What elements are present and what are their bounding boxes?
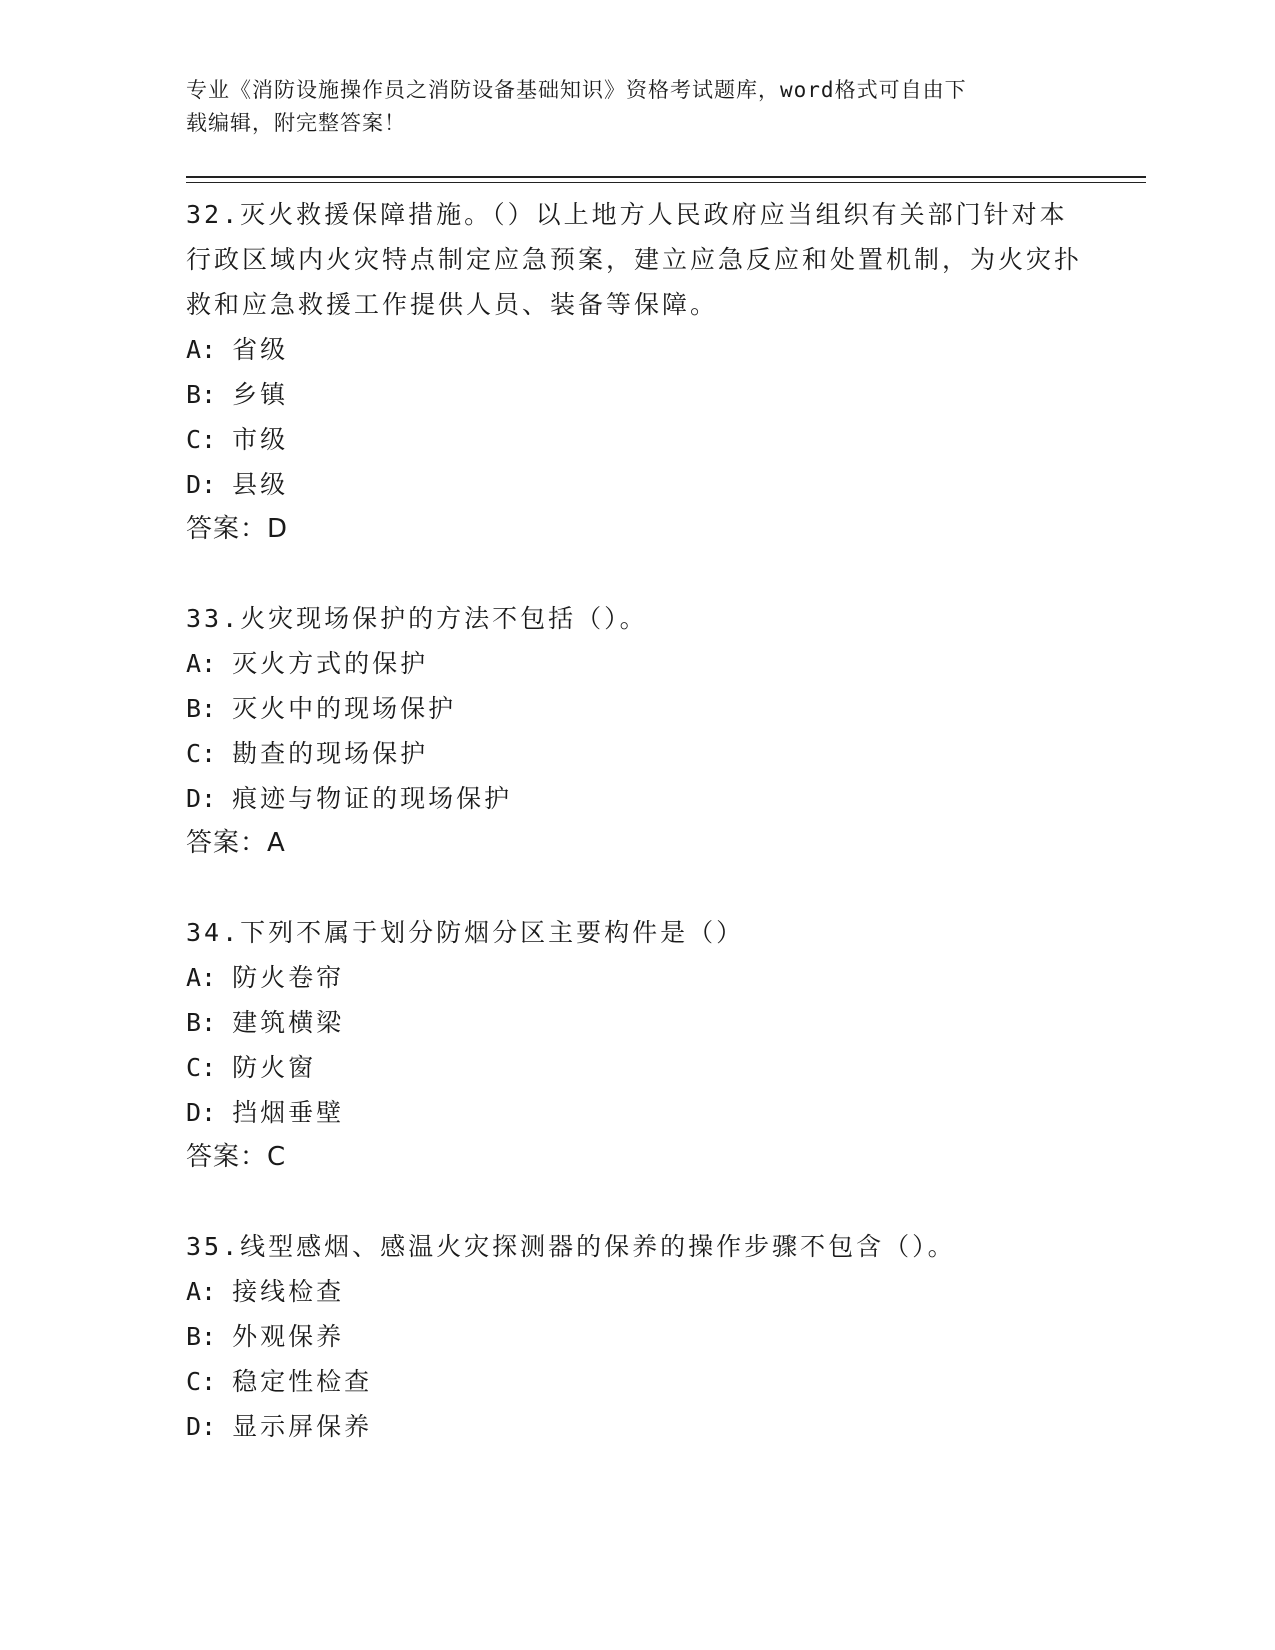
option-b (186, 372, 1086, 417)
option-text: 防火卷帘 (232, 963, 345, 992)
option-text: 接线检查 (232, 1277, 345, 1306)
option-key: C: (186, 1367, 217, 1396)
option-key: C: (186, 1053, 217, 1082)
option-text: 灭火中的现场保护 (232, 694, 457, 723)
header-line-1: 专业《消防设施操作员之消防设备基础知识》资格考试题库，word格式可自由下 (186, 78, 967, 102)
answer-line: 答案：A (186, 828, 286, 858)
option-a (186, 955, 1086, 1000)
option-text: 显示屏保养 (232, 1412, 373, 1441)
option-d (186, 1404, 1086, 1449)
option-b (186, 1314, 1086, 1359)
option-d (186, 776, 1086, 821)
option-a (186, 1269, 1086, 1314)
option-text: 灭火方式的保护 (232, 649, 429, 678)
option-key: C: (186, 425, 217, 454)
option-text: 建筑横梁 (232, 1008, 345, 1037)
option-key: D: (186, 470, 217, 499)
option-key: D: (186, 1412, 217, 1441)
option-key: A: (186, 1277, 217, 1306)
question-35 (186, 1224, 1086, 1449)
option-c (186, 731, 1086, 776)
document-header (186, 74, 1066, 140)
option-a (186, 641, 1086, 686)
option-c (186, 417, 1086, 462)
option-c (186, 1359, 1086, 1404)
option-key: B: (186, 1008, 217, 1037)
option-text: 外观保养 (232, 1322, 345, 1351)
option-text: 稳定性检查 (232, 1367, 373, 1396)
option-key: C: (186, 739, 217, 768)
header-divider-thick (186, 176, 1146, 178)
question-34 (186, 910, 1086, 1180)
option-text: 乡镇 (232, 380, 289, 409)
question-text: 34.下列不属于划分防烟分区主要构件是（） (186, 918, 745, 947)
option-text: 县级 (232, 470, 289, 499)
option-c (186, 1045, 1086, 1090)
question-text: 33.火灾现场保护的方法不包括（）。 (186, 604, 648, 633)
option-text: 勘查的现场保护 (232, 739, 429, 768)
header-divider-thin (186, 182, 1146, 183)
option-text: 市级 (232, 425, 289, 454)
option-key: D: (186, 1098, 217, 1127)
question-32 (186, 192, 1086, 552)
option-key: B: (186, 694, 217, 723)
header-line-2: 载编辑，附完整答案！ (186, 111, 406, 135)
option-text: 痕迹与物证的现场保护 (232, 784, 513, 813)
option-text: 挡烟垂壁 (232, 1098, 345, 1127)
option-key: D: (186, 784, 217, 813)
question-text: 32.灭火救援保障措施。（）以上地方人民政府应当组织有关部门针对本行政区域内火灾特点制定应急预案，建立应急反应和处置机制，为火灾扑救和应急救援工作提供人员、装备等保障。 (186, 200, 1083, 319)
option-key: B: (186, 1322, 217, 1351)
option-text: 省级 (232, 335, 289, 364)
option-key: A: (186, 649, 217, 678)
option-text: 防火窗 (232, 1053, 317, 1082)
option-key: B: (186, 380, 217, 409)
option-b (186, 1000, 1086, 1045)
option-b (186, 686, 1086, 731)
option-key: A: (186, 335, 217, 364)
option-d (186, 1090, 1086, 1135)
answer-line: 答案：D (186, 514, 289, 544)
question-list (186, 192, 1086, 1493)
option-a (186, 327, 1086, 372)
option-key: A: (186, 963, 217, 992)
answer-line: 答案：C (186, 1142, 287, 1172)
question-text: 35.线型感烟、感温火灾探测器的保养的操作步骤不包含（）。 (186, 1232, 956, 1261)
option-d (186, 462, 1086, 507)
question-33 (186, 596, 1086, 866)
